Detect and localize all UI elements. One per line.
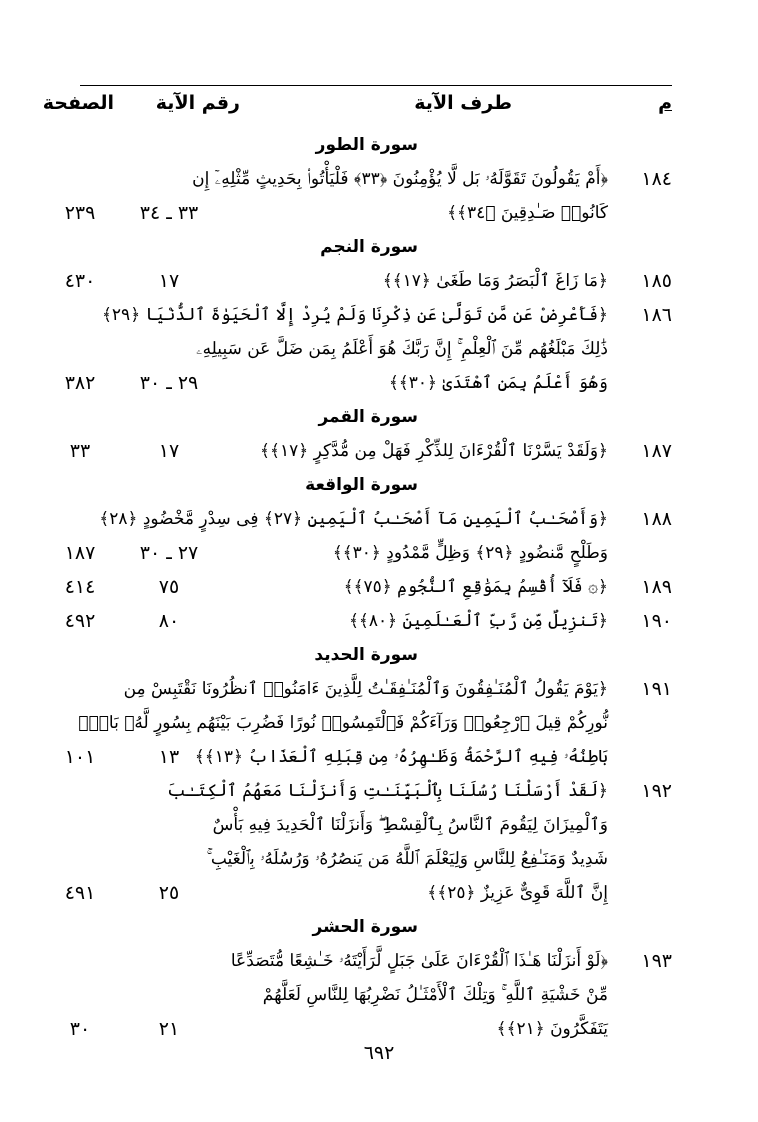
ayah-number: ٧٥ (158, 576, 180, 598)
table-row (0, 604, 758, 638)
row-number: ١٨٦ (641, 304, 672, 326)
row-number: ١٩٢ (641, 780, 672, 802)
verse-text: ذَٰلِكَ مَبْلَغُهُم مِّنَ ٱلْعِلْمِ ۚ إِنَّ رَبَّكَ هُوَ أَعْلَمُ بِمَن ضَلَّ عَن سَبِيلِهِۦ (196, 339, 608, 359)
page-ref: ٤١٤ (64, 576, 96, 598)
verse-text: ﴿مَا زَاغَ ٱلْبَصَرُ وَمَا طَغَىٰ ﴿١٧﴾﴾ (382, 271, 608, 291)
ayah-number: ١٧ (158, 440, 180, 462)
table-row (0, 842, 758, 876)
ayah-number: ٣٣ ـ ٣٤ (139, 202, 199, 224)
verse-text: ﴿وَأَصْحَـٰبُ ٱلْيَمِينِ مَآ أَصْحَـٰبُ ٱلْيَمِينِ ﴿٢٧﴾ فِى سِدْرٍ مَّخْضُودٍ ﴿٢٨﴾ (99, 509, 608, 529)
ayah-number: ١٧ (158, 270, 180, 292)
surah-heading-row (0, 400, 758, 434)
verse-text: ﴿أَمْ يَقُولُونَ تَقَوَّلَهُۥ بَل لَّا يُؤْمِنُونَ ﴿٣٣﴾ فَلْيَأْتُوا۟ بِحَدِيثٍ مِّثْلِهِۦٓ إِن (192, 169, 608, 189)
column-header-ayah: رقم الآية (155, 92, 240, 114)
row-number: ١٩١ (641, 678, 672, 700)
table-row (0, 570, 758, 604)
page-ref: ٤٩١ (64, 882, 96, 904)
page-ref: ٤٩٢ (64, 610, 96, 632)
surah-heading-row (0, 468, 758, 502)
table-row (0, 944, 758, 978)
header-rule (80, 85, 672, 86)
page-ref: ١٨٧ (64, 542, 96, 564)
verse-text: ﴿لَقَدْ أَرْسَلْنَا رُسُلَنَا بِٱلْبَيِّنَـٰتِ وَأَنزَلْنَا مَعَهُمُ ٱلْكِتَـٰبَ (167, 781, 608, 801)
table-row (0, 298, 758, 332)
surah-heading-row (0, 910, 758, 944)
table-row (0, 196, 758, 230)
row-number: ١٩٠ (641, 610, 672, 632)
ayah-number: ٢١ (158, 1018, 180, 1040)
table-row (0, 774, 758, 808)
ayah-number: ١٣ (158, 746, 180, 768)
verse-text: بَاطِنُهُۥ فِيهِ ٱلرَّحْمَةُ وَظَـٰهِرُهُۥ مِن قِبَلِهِ ٱلْعَذَابُ ﴿١٣﴾﴾ (194, 747, 608, 767)
verse-text: ﴿تَنزِيلٌ مِّن رَّبِّ ٱلْعَـٰلَمِينَ ﴿٨٠﴾﴾ (348, 611, 608, 631)
table-row (0, 672, 758, 706)
verse-text: وَطَلْحٍ مَّنضُودٍ ﴿٢٩﴾ وَظِلٍّ مَّمْدُودٍ ﴿٣٠﴾﴾ (332, 543, 608, 563)
table-row (0, 978, 758, 1012)
table-row (0, 808, 758, 842)
verse-text: وَهُوَ أَعْلَمُ بِمَنِ ٱهْتَدَىٰ ﴿٣٠﴾﴾ (388, 373, 608, 393)
page-ref: ٤٣٠ (64, 270, 96, 292)
surah-title: سورة الواقعة (305, 475, 418, 495)
column-header-verse: طرف الآية (414, 92, 512, 114)
verse-text: نُّورِكُمْ قِيلَ ٱرْجِعُوا۟ وَرَآءَكُمْ فَٱلْتَمِسُوا۟ نُورًا فَضُرِبَ بَيْنَهُم بِسُورٍ لَّهُۥ بَابٌۢ (78, 713, 608, 733)
verse-text: ﴿يَوْمَ يَقُولُ ٱلْمُنَـٰفِقُونَ وَٱلْمُنَـٰفِقَـٰتُ لِلَّذِينَ ءَامَنُوا۟ ٱنظُرُونَا نَقْتَبِسْ مِن (123, 679, 608, 699)
table-row (0, 706, 758, 740)
table-row (0, 264, 758, 298)
table-row (0, 366, 758, 400)
row-number: ١٨٤ (641, 168, 672, 190)
verse-text: ﴿لَوْ أَنزَلْنَا هَـٰذَا ٱلْقُرْءَانَ عَلَىٰ جَبَلٍ لَّرَأَيْتَهُۥ خَـٰشِعًا مُّتَصَدِّعًا (230, 951, 608, 971)
row-number: ١٨٩ (641, 576, 672, 598)
table-row (0, 1012, 758, 1046)
ayah-number: ٢٩ ـ ٣٠ (139, 372, 199, 394)
table-row (0, 434, 758, 468)
surah-heading-row (0, 230, 758, 264)
surah-title: سورة الحديد (314, 645, 418, 665)
ayah-number: ٢٥ (158, 882, 180, 904)
page-ref: ٣٨٢ (64, 372, 96, 394)
verse-text: ﴿فَأَعْرِضْ عَن مَّن تَوَلَّىٰ عَن ذِكْرِنَا وَلَمْ يُرِدْ إِلَّا ٱلْحَيَوٰةَ ٱلدُّنْيَا ﴿٢٩﴾ (101, 305, 608, 325)
surah-title: سورة النجم (320, 237, 418, 257)
table-row (0, 502, 758, 536)
surah-heading-row (0, 638, 758, 672)
column-header-page: الصفحة (42, 92, 114, 114)
table-row (0, 876, 758, 910)
verse-text: شَدِيدٌ وَمَنَـٰفِعُ لِلنَّاسِ وَلِيَعْلَمَ ٱللَّهُ مَن يَنصُرُهُۥ وَرُسُلَهُۥ بِٱلْغَيْبِ ۚ (206, 849, 608, 869)
row-number: ١٩٣ (641, 950, 672, 972)
table-row (0, 162, 758, 196)
table-row (0, 332, 758, 366)
surah-title: سورة الطور (315, 135, 418, 155)
surah-title: سورة الحشر (312, 917, 418, 937)
verse-text: ﴿۞ فَلَآ أُقْسِمُ بِمَوَٰقِعِ ٱلنُّجُومِ ﴿٧٥﴾﴾ (343, 577, 608, 597)
surah-heading-row (0, 128, 758, 162)
page-ref: ٣٣ (69, 440, 91, 462)
row-number: ١٨٧ (641, 440, 672, 462)
ayah-number: ٢٧ ـ ٣٠ (139, 542, 199, 564)
verse-text: يَتَفَكَّرُونَ ﴿٢١﴾﴾ (496, 1019, 608, 1039)
page-ref: ٢٣٩ (64, 202, 96, 224)
page-ref: ٣٠ (69, 1018, 91, 1040)
ayah-number: ٨٠ (158, 610, 180, 632)
verse-text: ﴿وَلَقَدْ يَسَّرْنَا ٱلْقُرْءَانَ لِلذِّكْرِ فَهَلْ مِن مُّدَّكِرٍ ﴿١٧﴾﴾ (260, 441, 608, 461)
surah-title: سورة القمر (318, 407, 418, 427)
column-header-number: م (658, 92, 672, 114)
verse-text: كَانُوا۟ صَـٰدِقِينَ ﴿٣٤﴾﴾ (447, 203, 608, 223)
row-number: ١٨٨ (641, 508, 672, 530)
table-row (0, 536, 758, 570)
verse-text: إِنَّ ٱللَّهَ قَوِىٌّ عَزِيزٌ ﴿٢٥﴾﴾ (427, 883, 608, 903)
verse-text: مِّنْ خَشْيَةِ ٱللَّهِ ۚ وَتِلْكَ ٱلْأَمْثَـٰلُ نَضْرِبُهَا لِلنَّاسِ لَعَلَّهُمْ (262, 985, 608, 1005)
verse-index-table (0, 128, 758, 1046)
row-number: ١٨٥ (641, 270, 672, 292)
verse-text: وَٱلْمِيزَانَ لِيَقُومَ ٱلنَّاسُ بِٱلْقِسْطِ ۖ وَأَنزَلْنَا ٱلْحَدِيدَ فِيهِ بَأْسٌ (212, 815, 608, 835)
page-number: ٦٩٢ (363, 1042, 395, 1064)
table-row (0, 740, 758, 774)
page-ref: ١٠١ (64, 746, 96, 768)
